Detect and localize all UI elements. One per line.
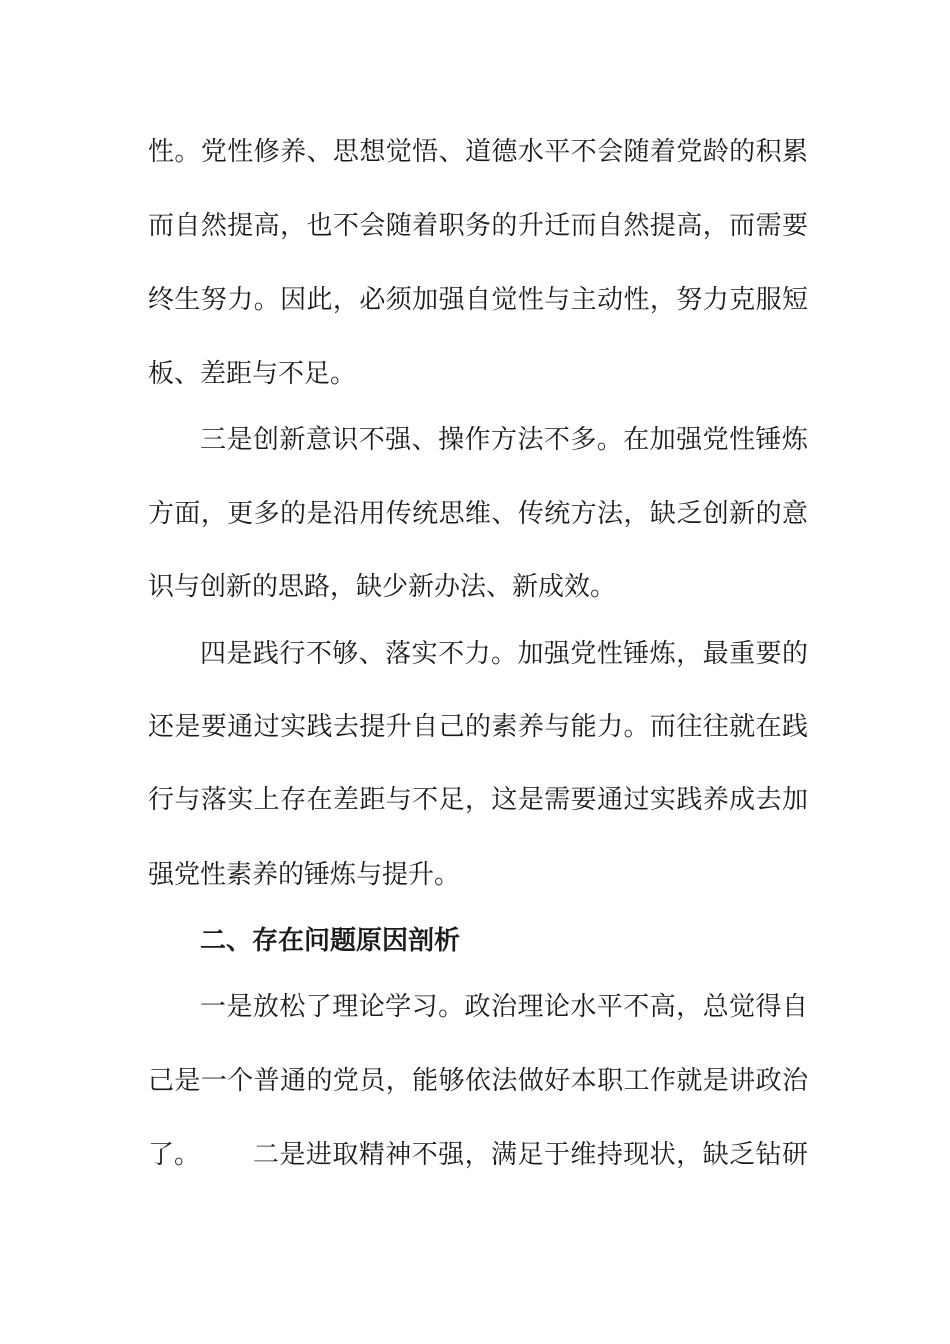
body-text-line: 性。党性修养、思想觉悟、道德水平不会随着党龄的积累	[148, 137, 808, 167]
body-text-line: 己是一个普通的党员，能够依法做好本职工作就是讲政治	[148, 1066, 808, 1096]
paragraph-first-line: 三是创新意识不强、操作方法不多。在加强党性锤炼	[200, 425, 808, 455]
body-text-line: 还是要通过实践去提升自己的素养与能力。而往往就在践	[148, 712, 808, 742]
body-text-line-split	[148, 1135, 808, 1175]
body-text-line: 行与落实上存在差距与不足，这是需要通过实践养成去加	[148, 785, 808, 815]
body-text-line: 识与创新的思路，缺少新办法、新成效。	[148, 572, 617, 602]
body-text-line: 而自然提高，也不会随着职务的升迁而自然提高，而需要	[148, 211, 808, 241]
body-text-line: 终生努力。因此，必须加强自觉性与主动性，努力克服短	[148, 285, 808, 315]
paragraph-first-line: 一是放松了理论学习。政治理论水平不高，总觉得自	[200, 992, 808, 1022]
paragraph-first-line: 四是践行不够、落实不力。加强党性锤炼，最重要的	[200, 639, 808, 669]
section-heading: 二、存在问题原因剖析	[200, 926, 461, 956]
text-segment: 二是进取精神不强，满足于维持现状，缺乏钻研	[253, 1140, 808, 1170]
text-segment: 了。	[148, 1140, 201, 1170]
body-text-line: 强党性素养的锤炼与提升。	[148, 860, 461, 890]
body-text-line: 板、差距与不足。	[148, 359, 357, 389]
body-text-line: 方面，更多的是沿用传统思维、传统方法，缺乏创新的意	[148, 499, 808, 529]
